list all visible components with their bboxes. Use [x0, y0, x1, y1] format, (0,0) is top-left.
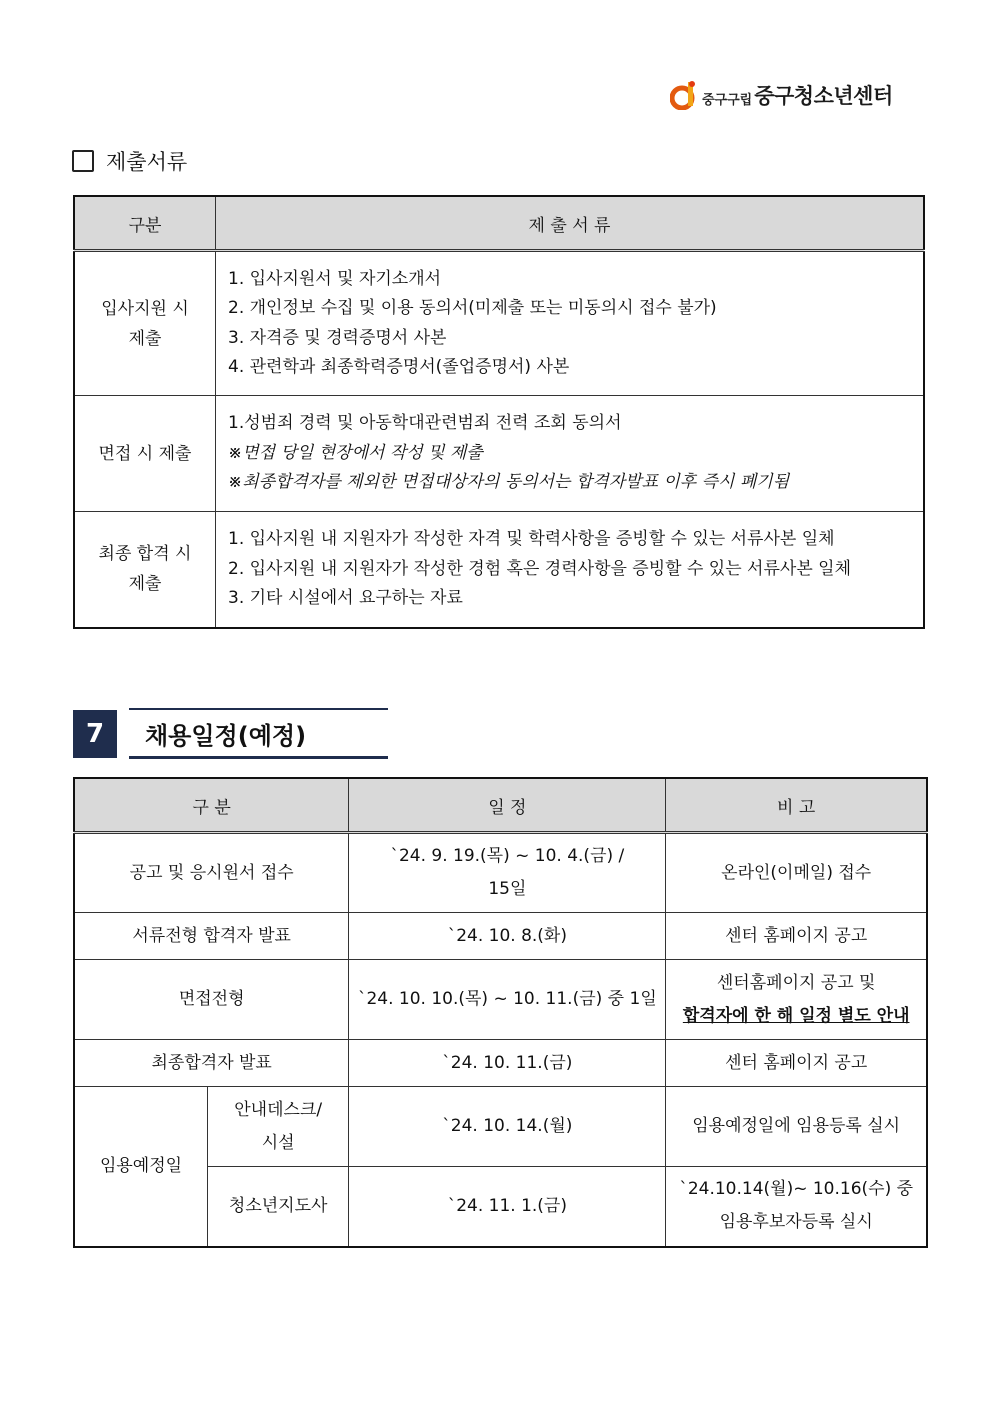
sub-line: 시설	[261, 1132, 295, 1153]
documents-category-cell	[74, 512, 216, 628]
appointment-sub-cell	[208, 1087, 349, 1167]
table-row	[74, 960, 927, 1040]
schedule-header-row	[74, 778, 927, 833]
documents-section-title: 제출서류	[106, 150, 188, 174]
schedule-section-heading	[73, 708, 388, 759]
list-item: 4. 관련학과 최종학력증명서(졸업증명서) 사본	[228, 357, 570, 377]
category-line: 면접 시 제출	[98, 443, 192, 464]
schedule-col-date: 일 정	[349, 778, 666, 833]
schedule-date-cell	[349, 833, 666, 913]
category-line: 제출	[128, 574, 162, 595]
note-item: ※면접 당일 현장에서 작성 및 제출	[228, 442, 483, 463]
date-line: `24. 9. 19.(목) ~ 10. 4.(금) /	[390, 846, 625, 866]
schedule-note-cell	[666, 1167, 927, 1247]
list-item: 1.성범죄 경력 및 아동학대관련범죄 전력 조회 동의서	[228, 413, 622, 434]
list-item: 3. 기타 시설에서 요구하는 자료	[228, 588, 463, 608]
documents-category-cell	[74, 251, 216, 396]
schedule-col-category: 구 분	[74, 778, 349, 833]
note-line: `24.10.14(월)~ 10.16(수) 중	[679, 1179, 914, 1200]
note-line-underlined: 합격자에 한 해 일정 별도 안내	[682, 1005, 910, 1026]
date-line: 15일	[488, 879, 527, 899]
table-row	[74, 1040, 927, 1087]
category-line: 입사지원 시	[101, 298, 189, 319]
schedule-date-cell: `24. 10. 14.(월)	[349, 1087, 666, 1167]
list-item: 2. 입사지원 내 지원자가 작성한 경험 혹은 경력사항을 증빙할 수 있는 서류사본 일체	[228, 558, 851, 579]
schedule-category-cell: 면접전형	[74, 960, 349, 1040]
category-line: 최종 합격 시	[98, 544, 192, 565]
schedule-section-title: 채용일정(예정)	[129, 708, 388, 759]
table-row	[74, 251, 924, 396]
documents-items-cell	[216, 396, 925, 512]
documents-category-cell	[74, 396, 216, 512]
documents-header-row	[74, 196, 924, 251]
logo-mark-icon	[670, 80, 698, 110]
schedule-note-cell: 센터 홈페이지 공고	[666, 1040, 927, 1087]
table-row	[74, 512, 924, 628]
documents-table	[73, 195, 925, 629]
schedule-date-cell: `24. 10. 10.(목) ~ 10. 11.(금) 중 1일	[349, 960, 666, 1040]
list-item: 1. 입사지원서 및 자기소개서	[228, 268, 442, 289]
center-logo	[670, 80, 893, 110]
table-row	[74, 833, 927, 913]
table-row	[74, 396, 924, 512]
schedule-date-cell: `24. 10. 8.(화)	[349, 913, 666, 960]
table-row	[74, 1087, 927, 1167]
schedule-note-cell	[666, 960, 927, 1040]
logo-big-text: 중구청소년센터	[754, 84, 893, 108]
schedule-category-cell: 서류전형 합격자 발표	[74, 913, 349, 960]
list-item: 2. 개인정보 수집 및 이용 동의서(미제출 또는 미동의시 접수 불가)	[228, 298, 717, 318]
list-item: 1. 입사지원 내 지원자가 작성한 자격 및 학력사항을 증빙할 수 있는 서류사본 일체	[228, 529, 835, 549]
schedule-category-cell: 최종합격자 발표	[74, 1040, 349, 1087]
schedule-category-cell: 공고 및 응시원서 접수	[74, 833, 349, 913]
sub-line: 안내데스크/	[234, 1099, 323, 1120]
documents-col-docs: 제 출 서 류	[216, 196, 925, 251]
schedule-date-cell: `24. 11. 1.(금)	[349, 1167, 666, 1247]
schedule-table	[73, 777, 928, 1248]
documents-items-cell	[216, 512, 925, 628]
appointment-sub-cell: 청소년지도사	[208, 1167, 349, 1247]
documents-items-cell	[216, 251, 925, 396]
category-line: 제출	[128, 328, 162, 349]
schedule-note-cell: 임용예정일에 임용등록 실시	[666, 1087, 927, 1167]
checkbox-icon	[72, 150, 94, 172]
note-line: 임용후보자등록 실시	[719, 1212, 873, 1233]
schedule-date-cell: `24. 10. 11.(금)	[349, 1040, 666, 1087]
appointment-category-cell: 임용예정일	[74, 1087, 208, 1247]
table-row	[74, 913, 927, 960]
note-item: ※최종합격자를 제외한 면접대상자의 동의서는 합격자발표 이후 즉시 폐기됨	[228, 472, 790, 493]
logo-small-text: 중구구립	[702, 92, 753, 108]
documents-col-category: 구분	[74, 196, 216, 251]
schedule-col-note: 비 고	[666, 778, 927, 833]
schedule-note-cell: 센터 홈페이지 공고	[666, 913, 927, 960]
documents-section-heading	[72, 146, 187, 176]
list-item: 3. 자격증 및 경력증명서 사본	[228, 327, 447, 348]
schedule-note-cell: 온라인(이메일) 접수	[666, 833, 927, 913]
section-number: 7	[73, 710, 117, 758]
note-line: 센터홈페이지 공고 및	[716, 972, 876, 993]
